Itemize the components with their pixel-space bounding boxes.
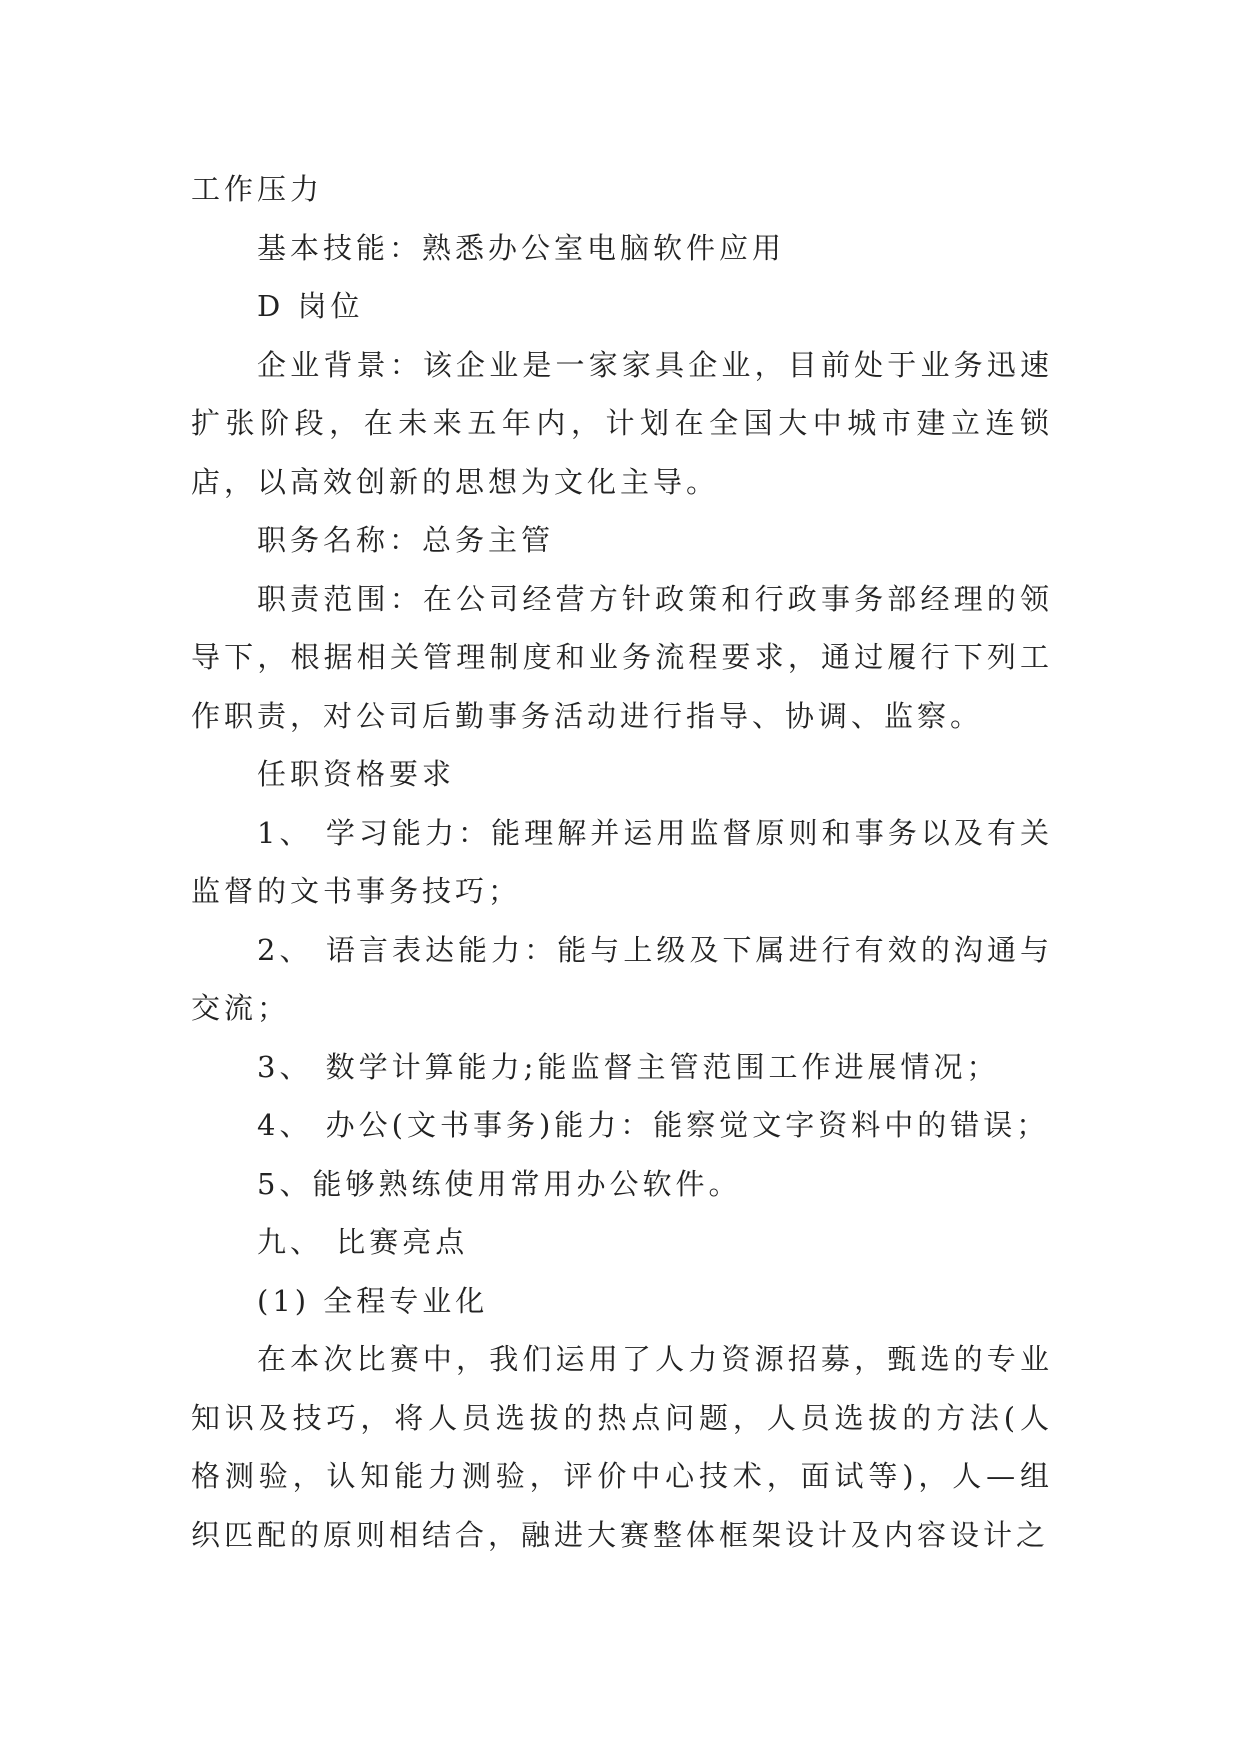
list-item-language: 2、 语言表达能力：能与上级及下属进行有效的沟通与交流； (191, 932, 1053, 1025)
list-item-learning: 1、 学习能力：能理解并运用监督原则和事务以及有关监督的文书事务技巧； (191, 815, 1053, 908)
paragraph-job-title: 职务名称：总务主管 (257, 523, 555, 557)
document-body (191, 160, 1053, 1564)
paragraph-responsibilities: 职责范围：在公司经营方针政策和行政事务部经理的领导下，根据相关管理制度和业务流程要求，通过履行下列工作职责，对公司后勤事务活动进行指导、协调、监察。 (191, 581, 1053, 733)
heading-qualifications: 任职资格要求 (257, 757, 456, 791)
heading-highlights: 九、 比赛亮点 (257, 1225, 469, 1259)
paragraph-continuation: 工作压力 (191, 172, 324, 206)
paragraph-competition: 在本次比赛中，我们运用了人力资源招募，甄选的专业知识及技巧，将人员选拔的热点问题，人员选拔的方法(人格测验，认知能力测验，评价中心技术，面试等)，人—组织匹配的原则相结合，融进大赛整体框架设计及内容设计之 (191, 1342, 1053, 1552)
list-item-software: 5、能够熟练使用常用办公软件。 (257, 1166, 742, 1201)
paragraph-company-background: 企业背景：该企业是一家家具企业，目前处于业务迅速扩张阶段，在未来五年内，计划在全国大中城市建立连锁店，以高效创新的思想为文化主导。 (191, 347, 1053, 499)
list-item-math: 3、 数学计算能力;能监督主管范围工作进展情况； (257, 1049, 1000, 1084)
heading-position-d: D 岗位 (257, 289, 364, 323)
paragraph-basic-skills: 基本技能：熟悉办公室电脑软件应用 (257, 230, 786, 265)
list-item-office: 4、 办公(文书事务)能力：能察觉文字资料中的错误； (257, 1108, 1050, 1142)
heading-professional: (1) 全程专业化 (257, 1283, 489, 1318)
